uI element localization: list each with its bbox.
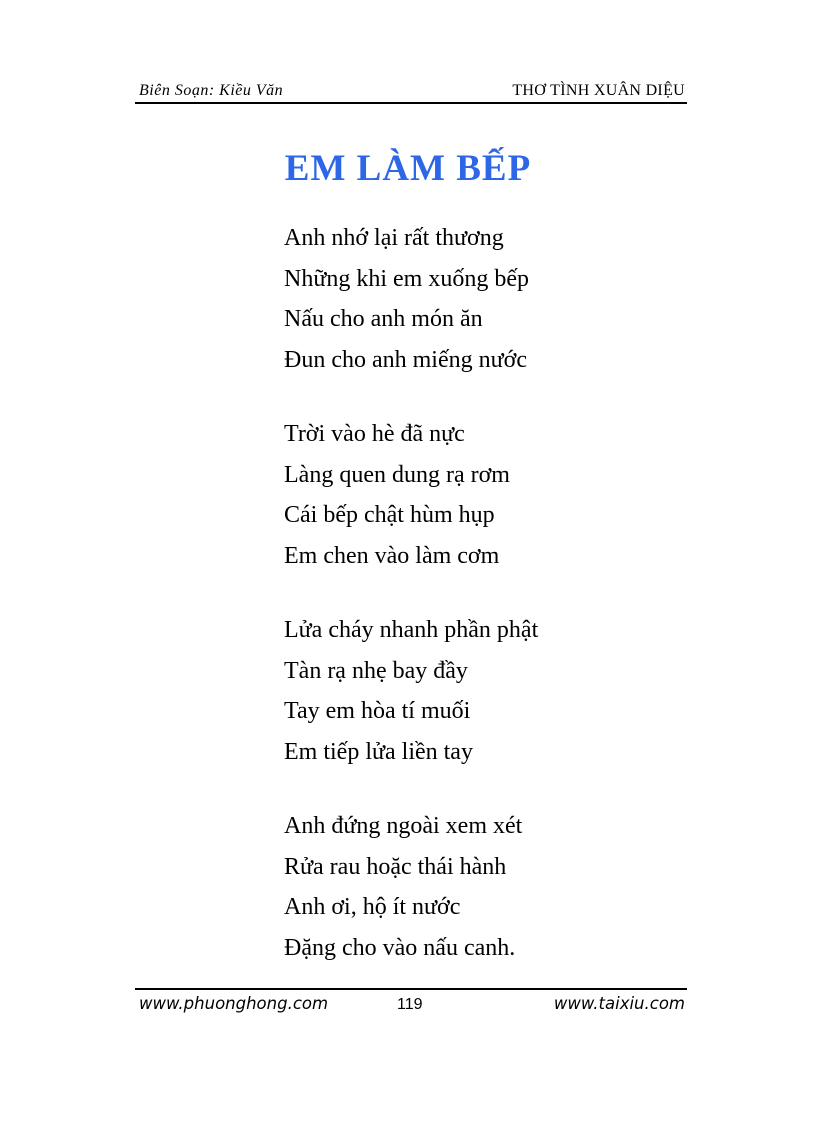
verse-line: Đặng cho vào nấu canh. — [284, 934, 516, 961]
verse-line: Làng quen dung rạ rơm — [284, 461, 510, 488]
verse-line: Tay em hòa tí muối — [284, 698, 471, 724]
verse-line: Những khi em xuống bếp — [284, 265, 529, 292]
header-editor: Biên Soạn: Kiều Văn — [139, 82, 284, 99]
verse-line: Em tiếp lửa liền tay — [284, 738, 473, 765]
poem-title: EM LÀM BẾP — [284, 148, 532, 189]
stanza-3 — [284, 610, 538, 772]
verse-line: Nấu cho anh món ăn — [284, 306, 483, 332]
verse-line: Tàn rạ nhẹ bay đầy — [284, 657, 468, 684]
verse-line: Trời vào hè đã nực — [284, 421, 465, 447]
page-footer — [135, 988, 687, 1020]
page-header — [135, 80, 687, 104]
verse-line: Anh nhớ lại rất thương — [284, 225, 504, 251]
verse-line: Đun cho anh miếng nước — [284, 346, 527, 373]
header-book-title: THƠ TÌNH XUÂN DIỆU — [512, 82, 685, 99]
stanza-2 — [284, 414, 538, 576]
verse-line: Lửa cháy nhanh phần phật — [284, 617, 539, 643]
verse-line: Em chen vào làm cơm — [284, 542, 500, 569]
verse-line: Anh đứng ngoài xem xét — [284, 813, 523, 839]
stanza-1 — [284, 218, 538, 380]
verse-line: Anh ơi, hộ ít nước — [284, 894, 461, 920]
poem-body — [284, 218, 538, 1002]
page-number: 119 — [397, 996, 423, 1013]
footer-website-right: www.taixiu.com — [553, 994, 685, 1013]
verse-line: Rửa rau hoặc thái hành — [284, 853, 507, 880]
stanza-4 — [284, 806, 538, 968]
footer-website-left: www.phuonghong.com — [139, 994, 329, 1013]
verse-line: Cái bếp chật hùm hụp — [284, 502, 495, 528]
